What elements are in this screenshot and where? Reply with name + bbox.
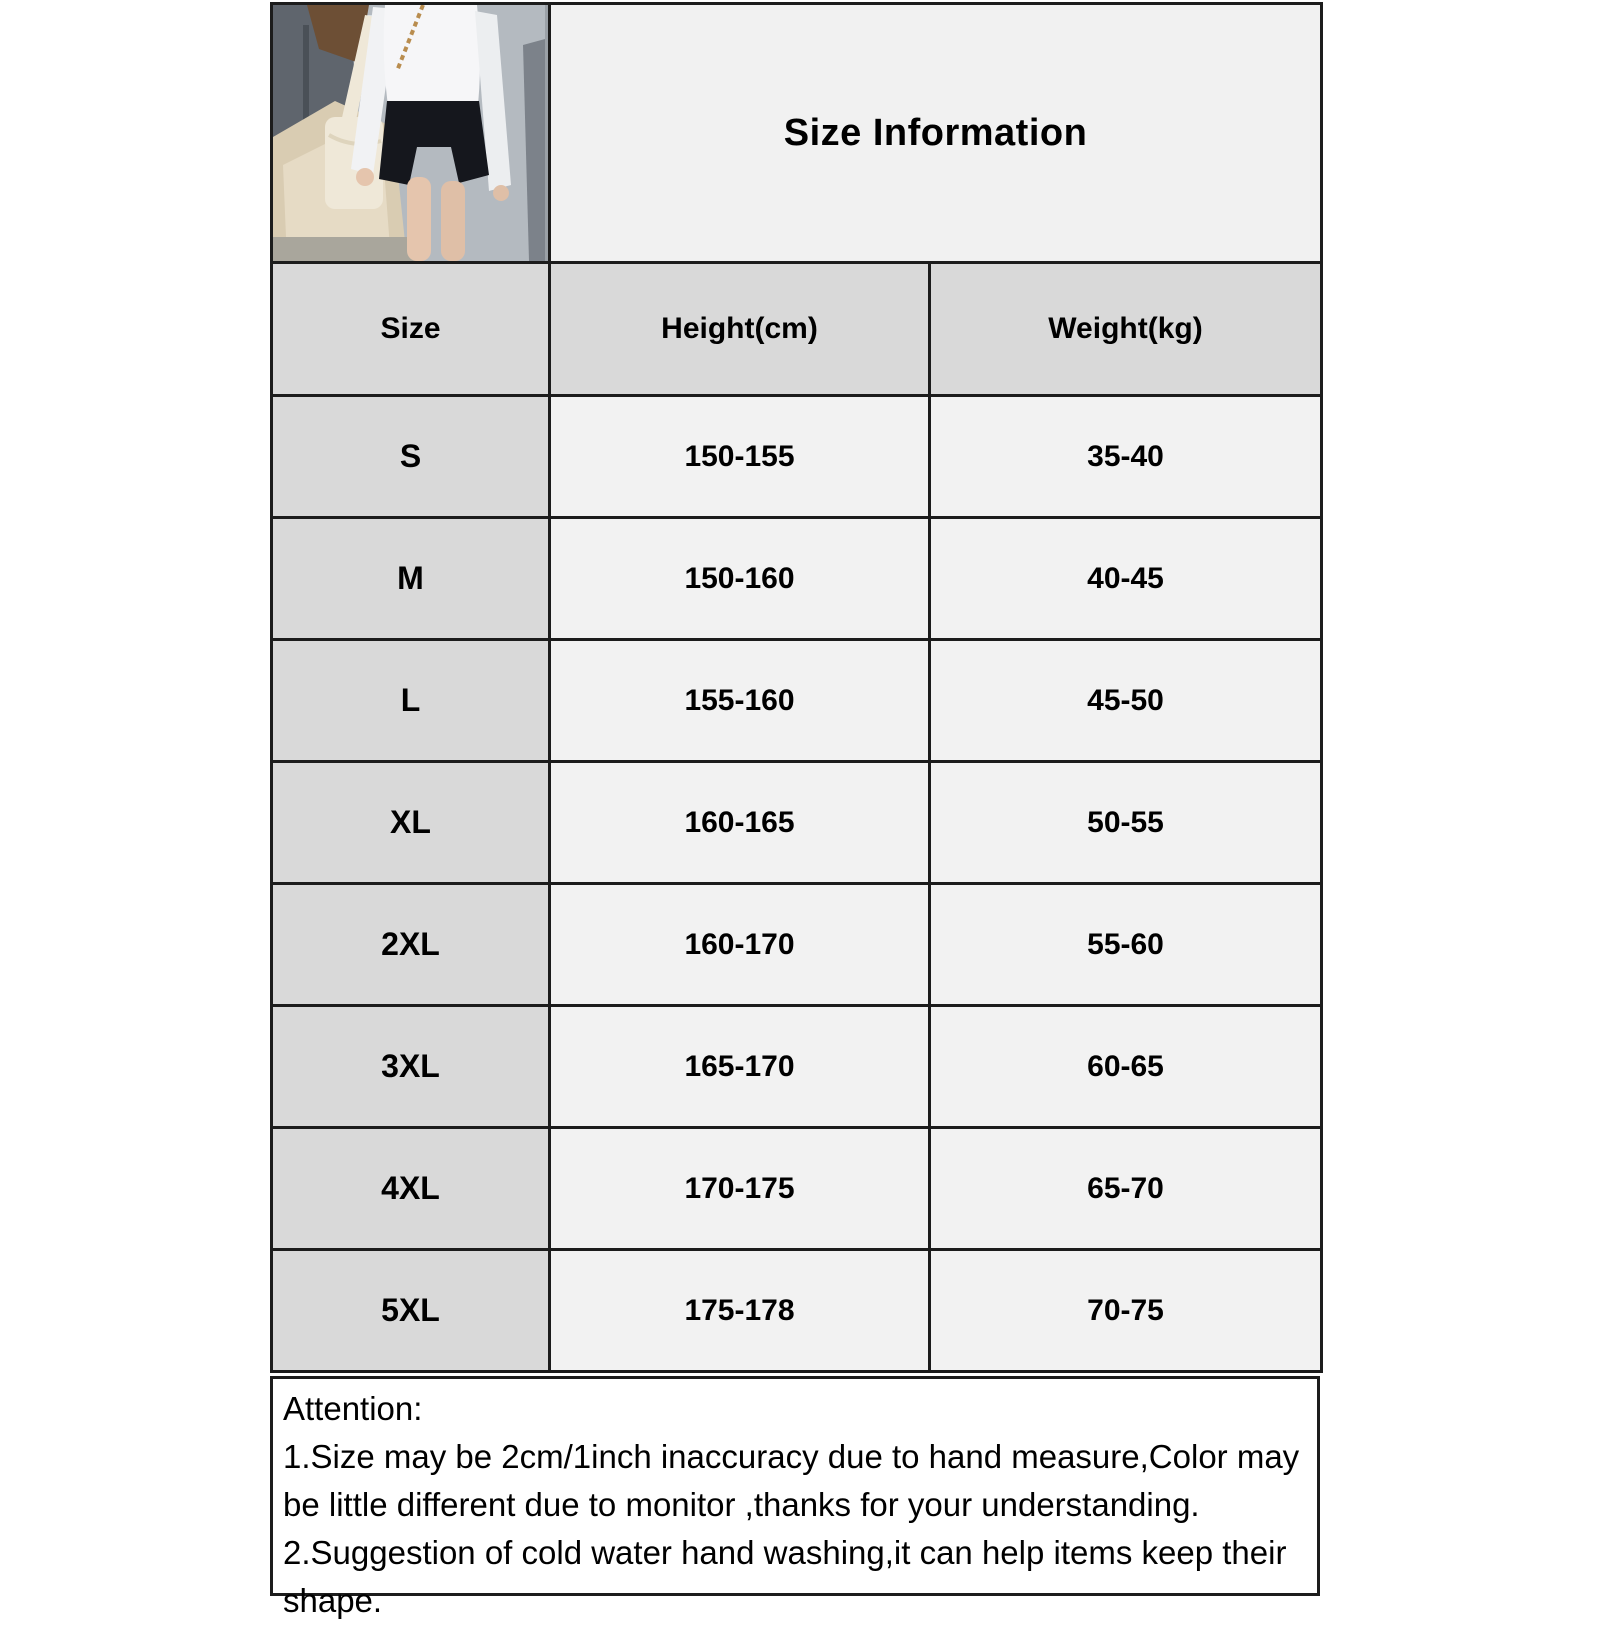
height-value: 170-175 xyxy=(550,1128,930,1250)
table-row-l xyxy=(272,640,1322,762)
weight-value: 70-75 xyxy=(930,1250,1322,1372)
height-value: 150-155 xyxy=(550,396,930,518)
attention-note-2: 2.Suggestion of cold water hand washing,it can help items keep their shape. xyxy=(283,1534,1287,1619)
table-row-4xl xyxy=(272,1128,1322,1250)
height-value: 160-165 xyxy=(550,762,930,884)
size-label: 4XL xyxy=(272,1128,550,1250)
size-label: XL xyxy=(272,762,550,884)
height-value: 155-160 xyxy=(550,640,930,762)
size-label: 2XL xyxy=(272,884,550,1006)
weight-value: 40-45 xyxy=(930,518,1322,640)
table-row-xl xyxy=(272,762,1322,884)
size-label: M xyxy=(272,518,550,640)
attention-note-1: 1.Size may be 2cm/1inch inaccuracy due to hand measure,Color may be little different due to monitor ,thanks for your understanding. xyxy=(283,1438,1300,1523)
weight-value: 35-40 xyxy=(930,396,1322,518)
weight-value: 50-55 xyxy=(930,762,1322,884)
weight-value: 45-50 xyxy=(930,640,1322,762)
table-header-row xyxy=(272,263,1322,396)
col-header-weight: Weight(kg) xyxy=(930,263,1322,396)
col-header-height: Height(cm) xyxy=(550,263,930,396)
height-value: 150-160 xyxy=(550,518,930,640)
attention-box xyxy=(270,1376,1320,1619)
weight-value: 65-70 xyxy=(930,1128,1322,1250)
table-row-5xl xyxy=(272,1250,1322,1372)
product-photo xyxy=(272,4,550,263)
size-label: 5XL xyxy=(272,1250,550,1372)
height-value: 175-178 xyxy=(550,1250,930,1372)
table-row-s xyxy=(272,396,1322,518)
weight-value: 55-60 xyxy=(930,884,1322,1006)
product-photo-image xyxy=(273,5,545,261)
size-table xyxy=(270,2,1323,1373)
size-label: L xyxy=(272,640,550,762)
col-header-size: Size xyxy=(272,263,550,396)
weight-value: 60-65 xyxy=(930,1006,1322,1128)
height-value: 165-170 xyxy=(550,1006,930,1128)
size-chart-sheet xyxy=(270,2,1320,1619)
attention-title: Attention: xyxy=(283,1390,423,1427)
height-value: 160-170 xyxy=(550,884,930,1006)
table-row-2xl xyxy=(272,884,1322,1006)
size-label: S xyxy=(272,396,550,518)
page-title: Size Information xyxy=(550,4,1322,263)
top-row xyxy=(272,4,1322,263)
size-label: 3XL xyxy=(272,1006,550,1128)
table-row-3xl xyxy=(272,1006,1322,1128)
table-row-m xyxy=(272,518,1322,640)
